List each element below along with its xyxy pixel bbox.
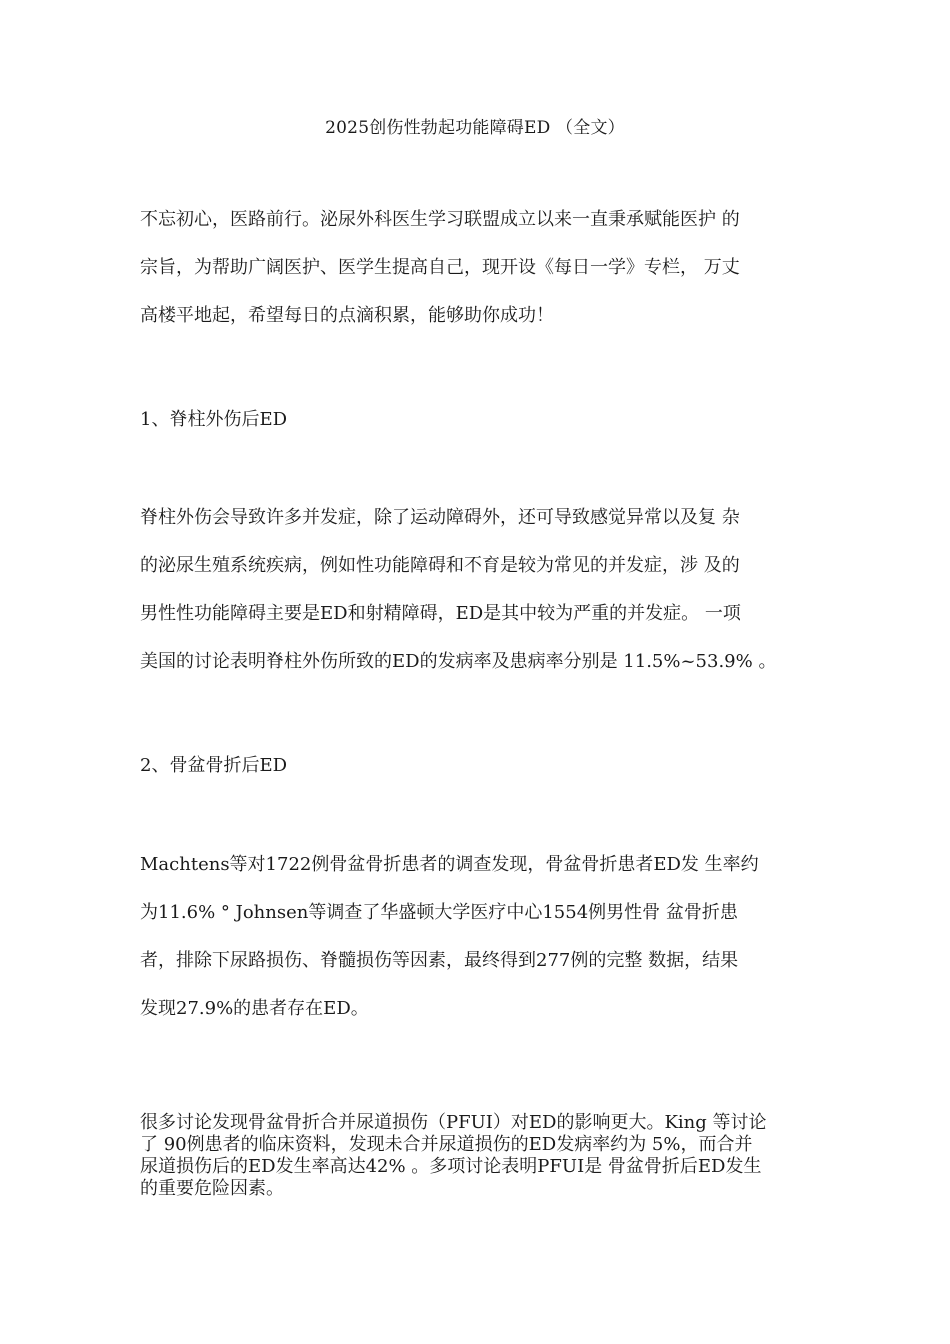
intro-line: 宗旨，为帮助广阔医护、医学生提高自己，现开设《每日一学》专栏， 万丈 [140, 257, 740, 278]
section-1-heading: 1、脊柱外伤后ED [140, 409, 288, 430]
paragraph-line: 发现27.9%的患者存在ED。 [140, 998, 369, 1019]
intro-paragraph [140, 208, 820, 328]
paragraph-line: 者，排除下尿路损伤、脊髓损伤等因素，最终得到277例的完整 数据，结果 [140, 950, 739, 971]
section-2-paragraph-1 [140, 853, 820, 1021]
paragraph-line: 了 90例患者的临床资料，发现未合并尿道损伤的ED发病率约为 5%，而合并 [140, 1134, 753, 1155]
section-2-heading: 2、骨盆骨折后ED [140, 755, 288, 776]
paragraph-line: 的重要危险因素。 [140, 1178, 284, 1199]
section-2-paragraph-2 [140, 1112, 820, 1200]
paragraph-line: 很多讨论发现骨盆骨折合并尿道损伤（PFUI）对ED的影响更大。King 等讨论 [140, 1112, 767, 1133]
paragraph-line: 男性性功能障碍主要是ED和射精障碍，ED是其中较为严重的并发症。 一项 [140, 603, 741, 624]
section-1-paragraph [140, 506, 820, 674]
document-title: 2025创伤性勃起功能障碍ED （全文） [325, 118, 625, 138]
paragraph-line: 为11.6% ° Johnsen等调查了华盛顿大学医疗中心1554例男性骨 盆骨折患 [140, 902, 738, 923]
intro-line: 高楼平地起，希望每日的点滴积累，能够助你成功！ [140, 305, 554, 326]
paragraph-line: 脊柱外伤会导致许多并发症，除了运动障碍外，还可导致感觉异常以及复 杂 [140, 507, 740, 528]
intro-line: 不忘初心，医路前行。泌尿外科医生学习联盟成立以来一直秉承赋能医护 的 [140, 209, 740, 230]
paragraph-line: 美国的讨论表明脊柱外伤所致的ED的发病率及患病率分别是 11.5%~53.9% 。 [140, 651, 777, 672]
paragraph-line: 的泌尿生殖系统疾病，例如性功能障碍和不育是较为常见的并发症，涉 及的 [140, 555, 740, 576]
paragraph-line: Machtens等对1722例骨盆骨折患者的调查发现，骨盆骨折患者ED发 生率约 [140, 854, 759, 875]
paragraph-line: 尿道损伤后的ED发生率高达42% 。多项讨论表明PFUI是 骨盆骨折后ED发生 [140, 1156, 762, 1177]
